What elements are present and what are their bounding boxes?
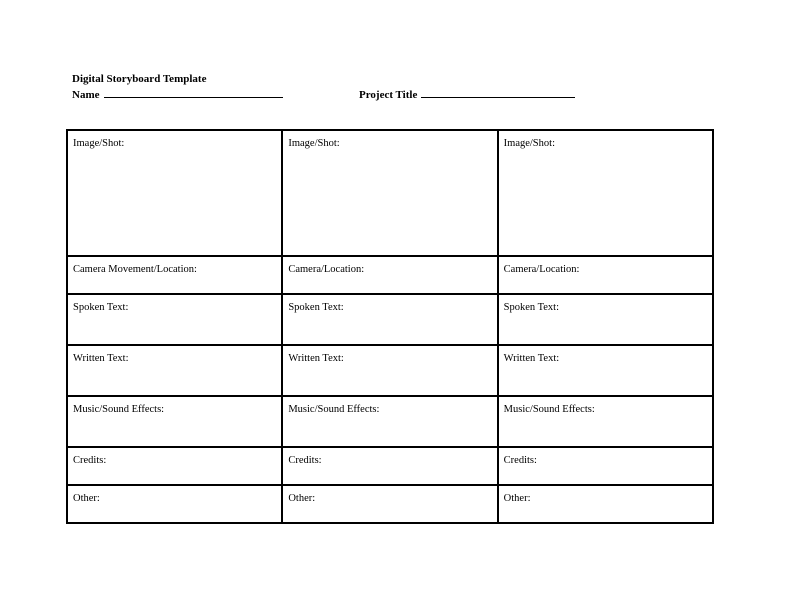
row-image-shot [67, 130, 713, 256]
row-spoken-text [67, 294, 713, 345]
name-field[interactable] [72, 87, 283, 103]
cell-written-text-1[interactable]: Written Text: [67, 345, 282, 396]
row-camera-location [67, 256, 713, 294]
cell-image-shot-1[interactable]: Image/Shot: [67, 130, 282, 256]
cell-written-text-2[interactable]: Written Text: [282, 345, 497, 396]
cell-music-3[interactable]: Music/Sound Effects: [498, 396, 713, 447]
cell-other-1[interactable]: Other: [67, 485, 282, 523]
cell-other-2[interactable]: Other: [282, 485, 497, 523]
cell-credits-1[interactable]: Credits: [67, 447, 282, 485]
document-title: Digital Storyboard Template [72, 73, 207, 85]
row-music-sound-effects [67, 396, 713, 447]
cell-music-2[interactable]: Music/Sound Effects: [282, 396, 497, 447]
cell-other-3[interactable]: Other: [498, 485, 713, 523]
cell-spoken-text-2[interactable]: Spoken Text: [282, 294, 497, 345]
cell-spoken-text-1[interactable]: Spoken Text: [67, 294, 282, 345]
cell-written-text-3[interactable]: Written Text: [498, 345, 713, 396]
cell-camera-2[interactable]: Camera/Location: [282, 256, 497, 294]
project-title-blank-line[interactable] [421, 87, 575, 98]
storyboard-grid [66, 129, 714, 524]
cell-spoken-text-3[interactable]: Spoken Text: [498, 294, 713, 345]
cell-credits-3[interactable]: Credits: [498, 447, 713, 485]
cell-image-shot-3[interactable]: Image/Shot: [498, 130, 713, 256]
cell-credits-2[interactable]: Credits: [282, 447, 497, 485]
cell-image-shot-2[interactable]: Image/Shot: [282, 130, 497, 256]
cell-camera-1[interactable]: Camera Movement/Location: [67, 256, 282, 294]
project-title-field[interactable] [359, 87, 575, 103]
name-blank-line[interactable] [104, 87, 283, 98]
header-fields [72, 87, 632, 102]
row-written-text [67, 345, 713, 396]
row-other [67, 485, 713, 523]
cell-camera-3[interactable]: Camera/Location: [498, 256, 713, 294]
document-header [72, 72, 632, 102]
project-title-label: Project Title [359, 89, 418, 101]
cell-music-1[interactable]: Music/Sound Effects: [67, 396, 282, 447]
row-credits [67, 447, 713, 485]
name-label: Name [72, 89, 100, 101]
